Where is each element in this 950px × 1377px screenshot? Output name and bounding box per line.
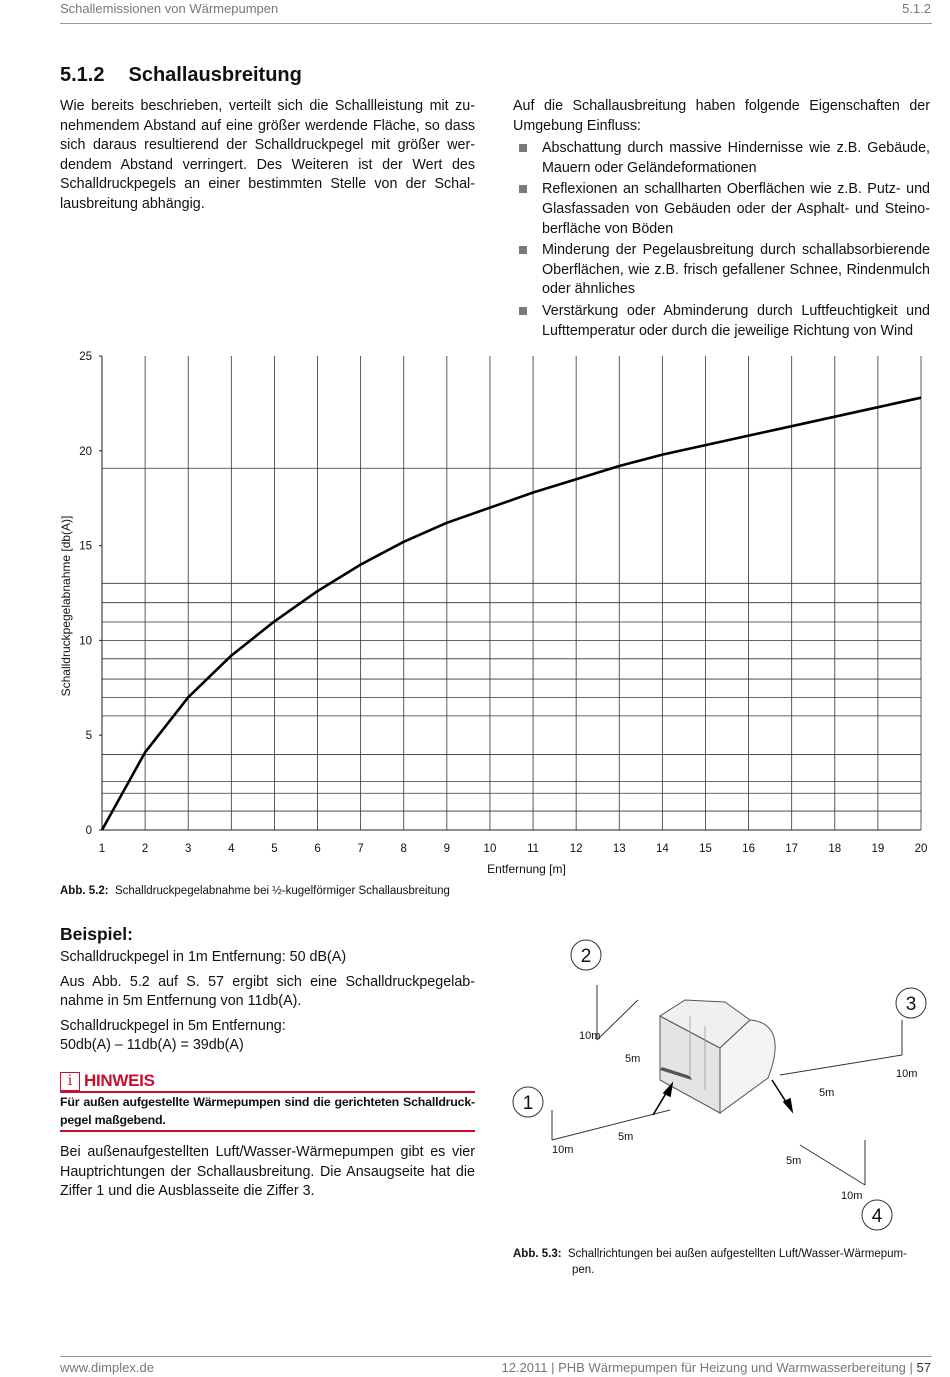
example-line: Aus Abb. 5.2 auf S. 57 ergibt sich eine Schalldruckpegelab-	[60, 973, 475, 990]
section-heading	[60, 64, 302, 87]
x-tick-label: 5	[271, 843, 278, 855]
direction-line-3	[780, 1055, 902, 1075]
intro-line: Wie bereits beschrieben, verteilt sich die Schallleistung mit zu-	[60, 98, 475, 114]
intro-line: lausbreitung abhängig.	[60, 195, 205, 212]
distance-label: 5m	[819, 1087, 835, 1099]
y-tick-label: 25	[79, 351, 92, 363]
bullet-square-icon	[519, 185, 527, 193]
intro-line: sich daraus resultierend der Schalldruckpegel mit größer wer-	[60, 137, 475, 154]
attenuation-chart	[0, 340, 950, 880]
page-number: 57	[916, 1360, 931, 1375]
sound-direction-diagram	[500, 930, 940, 1240]
direction-line-1	[552, 1110, 670, 1140]
direction-line-4	[800, 1145, 865, 1185]
bullet-item: Reflexionen an schallharten Oberflächen wie z.B. Putz- und Glasfassaden von Gebäuden oder der Asphalt- und Steinoberfläche von Böden	[513, 180, 930, 239]
caption-text: Schalldruckpegelabnahme bei ½-kugelförmiger Schallausbreitung	[114, 885, 450, 897]
running-header-section: 5.1.2	[902, 1, 931, 16]
y-tick-label: 0	[85, 825, 92, 837]
bullet-item: Abschattung durch massive Hindernisse wie z.B. Gebäude, Mauern oder Geländeformationen	[513, 139, 930, 178]
note-text: Für außen aufgestellte Wärmepumpen sind die gerichteten Schalldruck- pegel maßgebend.	[60, 1095, 475, 1127]
section-title: Schallausbreitung	[128, 64, 302, 86]
x-tick-label: 18	[828, 843, 842, 855]
x-tick-label: 17	[785, 843, 799, 855]
intro-line: dendem Abstand verringert. Des Weiteren ist der Wert des	[60, 156, 475, 173]
section-number: 5.1.2	[60, 64, 105, 86]
y-axis-label: Schalldruckpegelabnahme [db(A)]	[59, 515, 73, 697]
caption-label: Abb. 5.2:	[60, 885, 109, 897]
marker-4: 4	[871, 1206, 883, 1227]
x-tick-label: 19	[871, 843, 885, 855]
x-tick-label: 4	[228, 843, 235, 855]
distance-label: 5m	[625, 1053, 641, 1065]
info-icon: i	[60, 1072, 80, 1091]
x-tick-label: 6	[314, 843, 321, 855]
exhaust-arrowhead-icon	[784, 1099, 792, 1111]
figure-caption-5-3: Abb. 5.3: Schallrichtungen bei außen aufgestellten Luft/Wasser-Wärmepum- pen.	[513, 1248, 907, 1276]
influences-lead: Auf die Schallausbreitung haben folgende Eigenschaften der Umgebung Einfluss:	[513, 98, 930, 134]
y-tick-label: 10	[79, 635, 92, 648]
x-tick-label: 8	[400, 843, 407, 855]
note-title: HINWEIS	[84, 1071, 155, 1090]
x-tick-label: 12	[569, 843, 583, 855]
example-line: nahme in 5m Entfernung von 11db(A).	[60, 993, 302, 1010]
attenuation-curve	[102, 398, 921, 830]
footer-website: www.dimplex.de	[60, 1360, 154, 1375]
bullet-item: Verstärkung oder Abminderung durch Luftfeuchtigkeit und Lufttemperatur oder durch die jeweilige Richtung von Wind	[513, 302, 930, 341]
y-tick-label: 20	[79, 445, 92, 458]
x-tick-label: 9	[443, 843, 451, 855]
x-tick-label: 16	[742, 843, 755, 855]
bullet-square-icon	[519, 246, 527, 254]
figure-caption-5-2	[60, 885, 450, 897]
example-line: Schalldruckpegel in 1m Entfernung: 50 dB(A)	[60, 949, 347, 965]
distance-label: 10m	[841, 1190, 863, 1202]
x-tick-label: 10	[483, 843, 497, 855]
example-line: 50db(A) – 11db(A) = 39db(A)	[60, 1037, 244, 1054]
caption-label: Abb. 5.3:	[513, 1248, 562, 1260]
x-tick-label: 15	[699, 843, 712, 855]
marker-1: 1	[522, 1093, 534, 1114]
direction-line-2	[597, 1000, 638, 1040]
x-tick-label: 7	[357, 843, 364, 855]
x-axis-label: Entfernung [m]	[487, 862, 566, 876]
intro-line: nehmendem Abstand auf eine größer werdende Fläche, so dass	[60, 117, 475, 134]
marker-3: 3	[905, 994, 917, 1015]
note-bottom-rule	[60, 1130, 475, 1132]
intro-line: Schalldruckpegels an einer bestimmten Stelle von der Schal-	[60, 176, 475, 193]
chart-grid	[102, 356, 921, 830]
distance-label: 10m	[896, 1068, 918, 1080]
x-tick-label: 20	[914, 843, 928, 855]
footer-rule	[60, 1356, 932, 1357]
distance-label: 10m	[579, 1030, 601, 1042]
example-heading: Beispiel:	[60, 924, 133, 944]
distance-label: 5m	[618, 1131, 634, 1143]
y-tick-label: 5	[85, 730, 92, 743]
intro-paragraph	[60, 97, 475, 215]
distance-label: 5m	[786, 1155, 802, 1167]
outdoor-paragraph: Bei außenaufgestellten Luft/Wasser-Wärmepumpen gibt es vier Hauptrichtungen der Schallausbreitung. Die Ansaugseite hat die Ziffer 1 und die Ausblasseite die Ziffer 3.	[60, 1144, 475, 1200]
heat-pump-unit	[660, 1000, 775, 1113]
x-tick-label: 14	[655, 843, 669, 855]
x-tick-label: 11	[527, 843, 540, 855]
bullet-square-icon	[519, 144, 527, 152]
x-tick-label: 3	[185, 843, 192, 855]
example-line: Schalldruckpegel in 5m Entfernung:	[60, 1017, 286, 1034]
x-tick-label: 13	[612, 843, 626, 855]
example-block	[60, 948, 475, 1056]
x-tick-label: 2	[141, 843, 149, 855]
bullet-item: Minderung der Pegelausbreitung durch schallabsorbierende Oberflächen, wie z.B. frisch gefallener Schnee, Rindenmulch oder ähnliches	[513, 241, 930, 300]
footer-doc-info: 12.2011 | PHB Wärmepumpen für Heizung und Warmwasserbereitung | 57	[501, 1360, 931, 1375]
intake-arrowhead-icon	[664, 1084, 672, 1096]
header-rule	[60, 23, 932, 24]
x-tick-label: 1	[98, 843, 106, 855]
distance-label: 10m	[552, 1144, 574, 1156]
bullet-square-icon	[519, 307, 527, 315]
running-header-title: Schallemissionen von Wärmepumpen	[60, 1, 279, 16]
influences-block	[513, 97, 930, 341]
marker-2: 2	[580, 946, 592, 967]
y-tick-label: 15	[79, 540, 92, 553]
